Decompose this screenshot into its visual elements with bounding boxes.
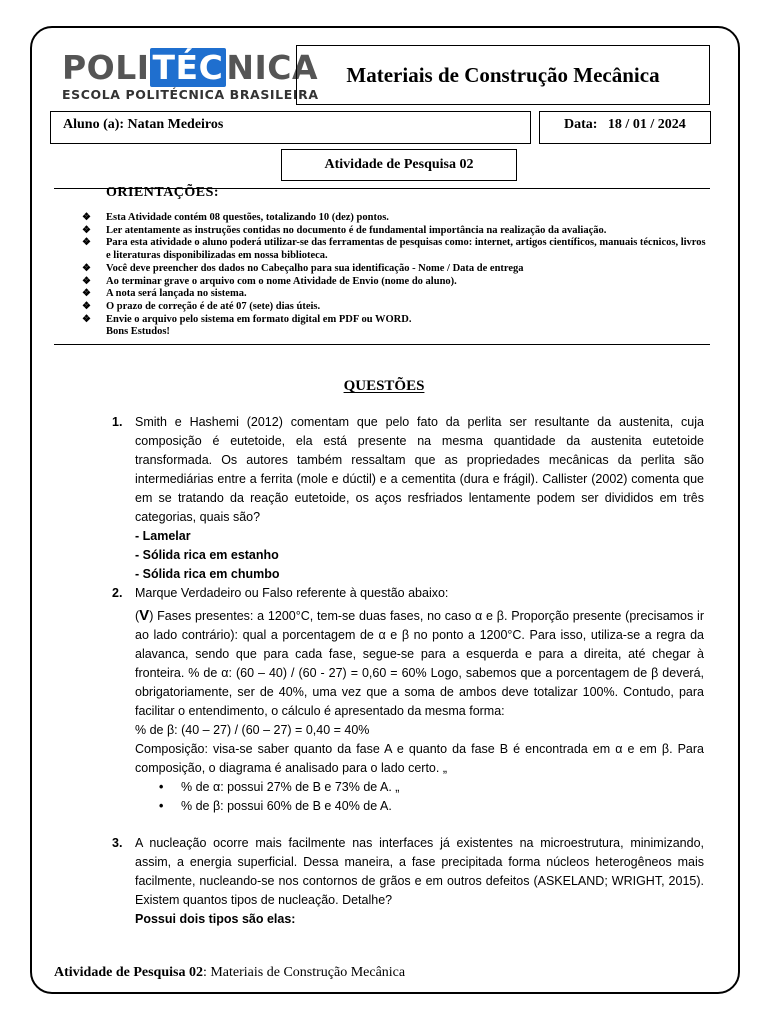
course-title: Materiais de Construção Mecânica <box>346 62 660 87</box>
question-3-text: A nucleação ocorre mais facilmente nas interfaces já existentes na microestrutura, minimizando, assim, a energia superficial. Dessa maneira, a fase precipitada forma núcleos heterogêneos mais facilmente, nucleando-se nos contornos de grãos e em outros defeitos (ASKELAND; WRIGHT, 2015). Existem quantos tipos de nucleação. Detalhe? <box>135 836 704 907</box>
orientation-item: ❖ Para esta atividade o aluno poderá utilizar-se das ferramentas de pesquisas como: internet, artigos científicos, manuais técnicos, livros e literaturas disponibilizadas em nossa biblioteca. <box>82 237 706 262</box>
logo-post: NICA <box>226 48 318 87</box>
list-item: • % de β: possui 60% de B e 40% de A. <box>135 797 704 816</box>
list-item: • % de α: possui 27% de B e 73% de A. „ <box>135 778 704 797</box>
date-field <box>539 111 711 144</box>
orientations-list <box>82 212 712 339</box>
question-1-answer: - Lamelar <box>135 529 191 543</box>
logo-wordmark <box>62 48 318 87</box>
question-1 <box>135 413 704 584</box>
logo-subtitle: ESCOLA POLITÉCNICA BRASILEIRA <box>62 87 319 102</box>
orientation-item: ❖ Envie o arquivo pelo sistema em formato digital em PDF ou WORD. <box>82 313 412 325</box>
orientation-item: ❖ Ler atentamente as instruções contidas no documento é de fundamental importância na realização da avaliação. <box>82 224 607 236</box>
footer-activity: Atividade de Pesquisa 02 <box>54 965 203 980</box>
logo-tec: TÉC <box>150 48 227 87</box>
question-2-calc: % de β: (40 – 27) / (60 – 27) = 0,40 = 40% <box>135 723 370 737</box>
question-1-number: 1. <box>112 415 123 429</box>
question-3 <box>135 834 704 929</box>
diamond-bullet-icon: ❖ <box>82 237 91 249</box>
page-footer <box>54 965 405 981</box>
diamond-bullet-icon: ❖ <box>82 288 91 300</box>
course-title-box <box>296 45 710 105</box>
true-false-mark: V <box>139 607 150 624</box>
question-2 <box>135 584 704 816</box>
school-logo <box>62 48 319 102</box>
diamond-bullet-icon: ❖ <box>82 212 91 223</box>
diamond-bullet-icon: ❖ <box>82 262 91 274</box>
orientations-title: ORIENTAÇÕES: <box>106 185 220 200</box>
question-2-composition: Composição: visa-se saber quanto da fase A e quanto da fase B é encontrada em α e em β. Para composição, o diagrama é analisado para o lado certo. „ <box>135 742 704 775</box>
activity-title-box <box>281 149 517 181</box>
date-label: Data: 18 / 01 / 2024 <box>564 117 686 132</box>
orientation-item: ❖ Esta Atividade contém 08 questões, totalizando 10 (dez) pontos. <box>82 212 389 223</box>
question-3-number: 3. <box>112 836 123 850</box>
question-1-answer: - Sólida rica em estanho <box>135 548 279 562</box>
orientation-item: ❖ Ao terminar grave o arquivo com o nome Atividade de Envio (nome do aluno). <box>82 275 457 287</box>
diamond-bullet-icon: ❖ <box>82 224 91 236</box>
diamond-bullet-icon: ❖ <box>82 313 91 325</box>
orientation-item: ❖ A nota será lançada no sistema. <box>82 288 247 300</box>
orientation-item: ❖ O prazo de correção é de até 07 (sete) dias úteis. <box>82 300 321 312</box>
diamond-bullet-icon: ❖ <box>82 275 91 287</box>
orientation-item: ❖ Você deve preencher dos dados no Cabeçalho para sua identificação - Nome / Data de entrega <box>82 262 524 274</box>
student-label: Aluno (a): Natan Medeiros <box>63 117 224 132</box>
question-1-text: Smith e Hashemi (2012) comentam que pelo fato da perlita ser resultante da austenita, cuja composição é eutetoide, ela está presente na mesma quantidade da austenita eutetoide transformada. Os autores também ressaltam que as propriedades mecânicas da perlita são intermediárias entre a ferrita (mole e dúctil) e a cementita (dura e frágil). Callister (2002) comenta que em se tratando da reação eutetoide, os aços resfriados lentamente podem ser divididos em três categorias, quais são? <box>135 415 704 524</box>
question-1-answer: - Sólida rica em chumbo <box>135 567 280 581</box>
footer-course: : Materiais de Construção Mecânica <box>202 965 406 980</box>
question-2-bullets <box>135 778 704 816</box>
student-name-field <box>50 111 531 144</box>
question-3-answer: Possui dois tipos são elas: <box>135 912 296 926</box>
question-2-prompt: Marque Verdadeiro ou Falso referente à questão abaixo: <box>135 586 449 600</box>
question-2-number: 2. <box>112 586 123 600</box>
divider-bottom <box>54 344 710 345</box>
closing-note: Bons Estudos! <box>106 326 170 338</box>
questions-heading: QUESTÕES <box>343 378 425 394</box>
activity-title: Atividade de Pesquisa 02 <box>324 157 474 172</box>
question-2-statement: (V) Fases presentes: a 1200°C, tem-se duas fases, no caso α e β. Proporção presente (precisamos ir ao lado contrário): qual a porcentagem de α e β no ponto a 1200°C. Para isso, utiliza-se a regra da alavanca, sendo que para cada fase, segue-se para a esquerda e para a direita, até chegar à fronteira. % de α: (60 – 40) / (60 - 27) = 0,60 = 60% Logo, sabemos que a porcentagem de β deverá, obrigatoriamente, ser de 40%, uma vez que a soma de ambos deve totalizar 100%. Contudo, para facilitar o entendimento, o cálculo é apresentado da mesma forma: <box>135 607 704 718</box>
logo-pre: POLI <box>62 48 150 87</box>
diamond-bullet-icon: ❖ <box>82 300 91 312</box>
